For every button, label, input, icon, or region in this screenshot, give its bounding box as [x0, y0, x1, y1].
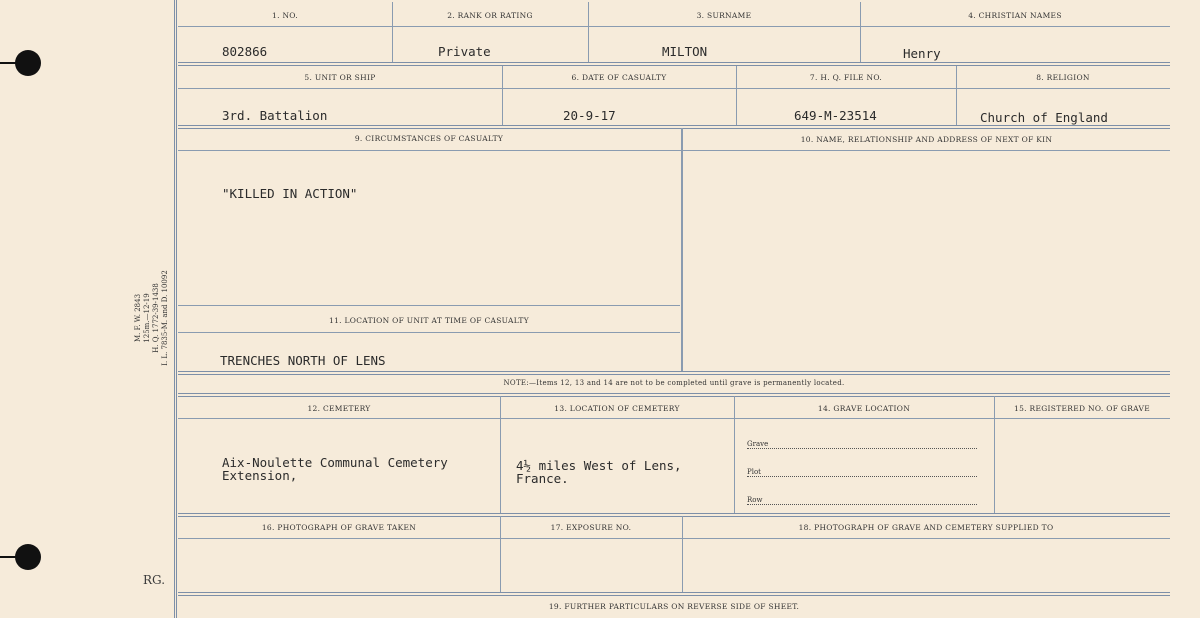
value-surname: MILTON [662, 44, 708, 59]
value-circumstances: "KILLED IN ACTION" [222, 186, 358, 201]
form-code: 125m.—12-19 [143, 293, 151, 343]
cemetery-location-line: 4½ miles West of Lens, [516, 458, 682, 473]
label-cemetery: 12. CEMETERY [307, 404, 371, 413]
value-unit-location: TRENCHES NORTH OF LENS [220, 353, 386, 368]
punch-hole-stem [0, 62, 16, 64]
label-grave-location: 14. GRAVE LOCATION [817, 404, 911, 413]
label-christian-names: 4. CHRISTIAN NAMES [968, 11, 1062, 20]
form-code: M. F. W. 2843 [134, 293, 142, 343]
form-code: H. Q. 1772-39-1438 [152, 283, 160, 353]
cemetery-line: Extension, [222, 468, 298, 483]
punch-hole-stem [0, 556, 16, 558]
punch-hole [15, 544, 41, 570]
label-photo-taken: 16. PHOTOGRAPH OF GRAVE TAKEN [261, 523, 417, 532]
label-unit-location: 11. LOCATION OF UNIT AT TIME OF CASUALTY [329, 316, 529, 325]
label-unit: 5. UNIT OR SHIP [304, 73, 376, 82]
label-surname: 3. SURNAME [696, 11, 752, 20]
label-next-of-kin: 10. NAME, RELATIONSHIP AND ADDRESS OF NEXT OF KIN [800, 135, 1053, 144]
label-date: 6. DATE OF CASUALTY [571, 73, 667, 82]
label-cemetery-location: 13. LOCATION OF CEMETERY [554, 404, 680, 413]
value-religion: Church of England [980, 110, 1108, 125]
label-hq-file: 7. H. Q. FILE NO. [809, 73, 883, 82]
footer-note: 19. FURTHER PARTICULARS ON REVERSE SIDE OF SHEET. [548, 602, 800, 611]
value-hq-file: 649-M-23514 [794, 108, 877, 123]
form-code: I. L. 7835-M. and D. 10092 [161, 270, 169, 366]
grave-field: Grave [747, 440, 977, 449]
value-unit: 3rd. Battalion [222, 108, 328, 123]
label-exposure: 17. EXPOSURE NO. [550, 523, 632, 532]
cemetery-location-line: France. [516, 471, 569, 486]
label-photo-supplied: 18. PHOTOGRAPH OF GRAVE AND CEMETERY SUPPLIED TO [798, 523, 1054, 532]
label-circumstances: 9. CIRCUMSTANCES OF CASUALTY [354, 134, 504, 143]
punch-hole [15, 50, 41, 76]
plot-field: Plot [747, 468, 977, 477]
form-codes [134, 258, 170, 378]
value-rank: Private [438, 44, 491, 59]
note: NOTE:—Items 12, 13 and 14 are not to be completed until grave is permanently located. [503, 379, 845, 387]
label-no: 1. NO. [272, 11, 298, 20]
value-no: 802866 [222, 44, 268, 59]
value-cemetery-location [516, 459, 682, 485]
row-field: Row [747, 496, 977, 505]
cemetery-line: Aix-Noulette Communal Cemetery [222, 455, 448, 470]
value-christian-names: Henry [903, 46, 941, 61]
label-religion: 8. RELIGION [1036, 73, 1090, 82]
value-cemetery [222, 456, 448, 482]
label-rank: 2. RANK OR RATING [447, 11, 533, 20]
value-date: 20-9-17 [563, 108, 616, 123]
label-registered-no: 15. REGISTERED NO. OF GRAVE [1014, 404, 1150, 413]
rg-mark: RG. [143, 573, 166, 587]
